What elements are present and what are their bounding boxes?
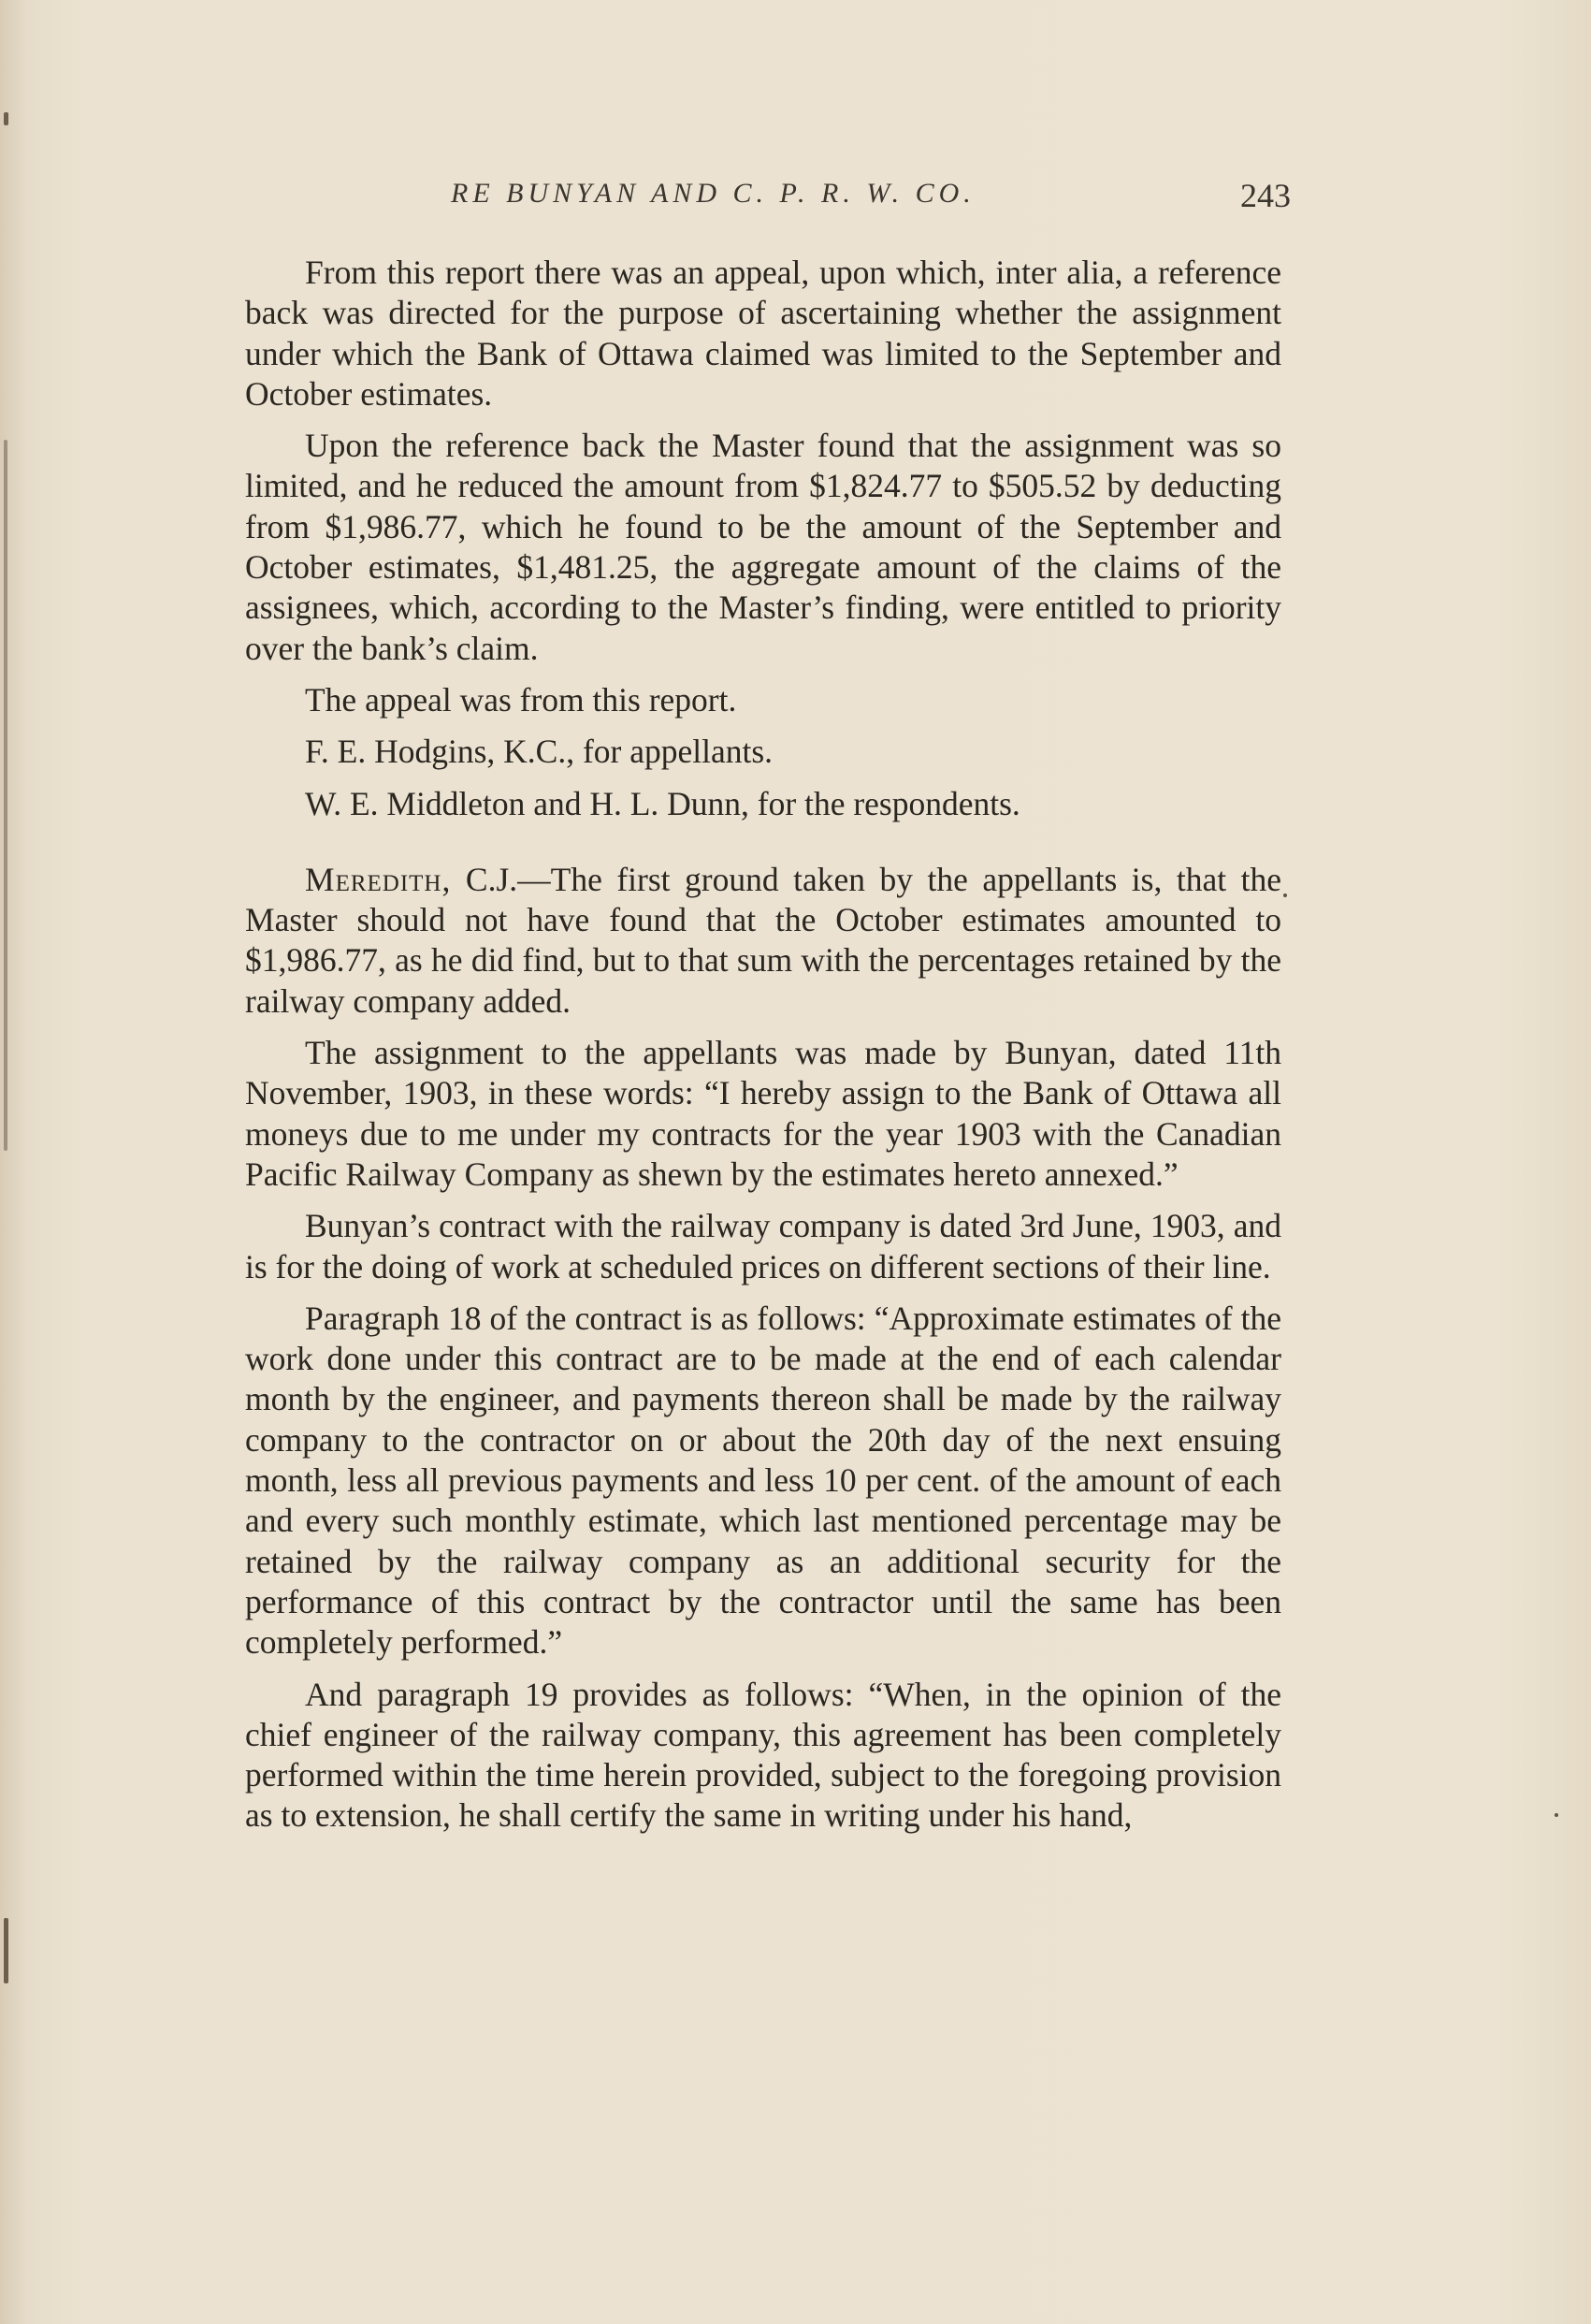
paragraph: The assignment to the appellants was made by Bunyan, dated 11th November, 1903, in these words: “I hereby assign to the Bank of Ottawa all moneys due to me under my contracts for the year 1903 with the Canadian Pacific Railway Company as shewn by the estimates hereto annexed.” (245, 1034, 1281, 1193)
binding-mark (4, 1918, 8, 1983)
binding-mark (4, 112, 8, 125)
paragraph: The appeal was from this report. (305, 680, 737, 719)
running-head: RE BUNYAN AND C. P. R. W. CO. (451, 178, 976, 209)
page-header (245, 170, 1291, 226)
binding-edge (4, 440, 7, 1151)
paragraph: And paragraph 19 provides as follows: “When, in the opinion of the chief engineer of the railway company, this agreement has been completely performed within the time herein provided, subject to the foregoing provision as to extension, he shall certify the same in writing under his hand, (245, 1675, 1281, 1835)
paper-speck (1555, 1813, 1558, 1817)
paragraph: Bunyan’s contract with the railway company is dated 3rd June, 1903, and is for the doing of work at scheduled prices on different sections of their line. (245, 1207, 1281, 1285)
judge-name: Meredith, (305, 860, 452, 898)
counsel-line: W. E. Middleton and H. L. Dunn, for the respondents. (305, 784, 1020, 822)
paper-speck (1283, 893, 1287, 897)
counsel-line: F. E. Hodgins, K.C., for appellants. (305, 733, 774, 771)
page-number: 243 (1240, 177, 1291, 214)
paragraph: Upon the reference back the Master found that the assignment was so limited, and he reduced the amount from $1,824.77 to $505.52 by deducting from $1,986.77, which he found to be the amount of the September and October estimates, $1,481.25, the aggregate amount of the claims of the assignees, which, according to the Master’s finding, were entitled to priority over the bank’s claim. (245, 427, 1281, 667)
body-text (245, 253, 1281, 1837)
paragraph: Paragraph 18 of the contract is as follows: “Approximate estimates of the work done under this contract are to be made at the end of each calendar month by the engineer, and payments thereon shall be made by the railway company to the contractor on or about the 20th day of the next ensuing month, less all previous payments and less 10 per cent. of the amount of each and every such monthly estimate, which last mentioned percentage may be retained by the railway company as an additional security for the performance of this contract by the contractor until the same has been completely performed.” (245, 1299, 1281, 1662)
paragraph: From this report there was an appeal, upon which, inter alia, a reference back was directed for the purpose of ascertaining whether the assignment under which the Bank of Ottawa claimed was limited to the September and October estimates. (245, 254, 1281, 413)
judgment-text: C.J.—The first ground taken by the appellants is, that the Master should not have found that the October estimates amounted to $1,986.77, as he did find, but to that sum with the percentages retained by the railway company added. (245, 860, 1281, 1020)
judgment-opening (245, 860, 1281, 1022)
